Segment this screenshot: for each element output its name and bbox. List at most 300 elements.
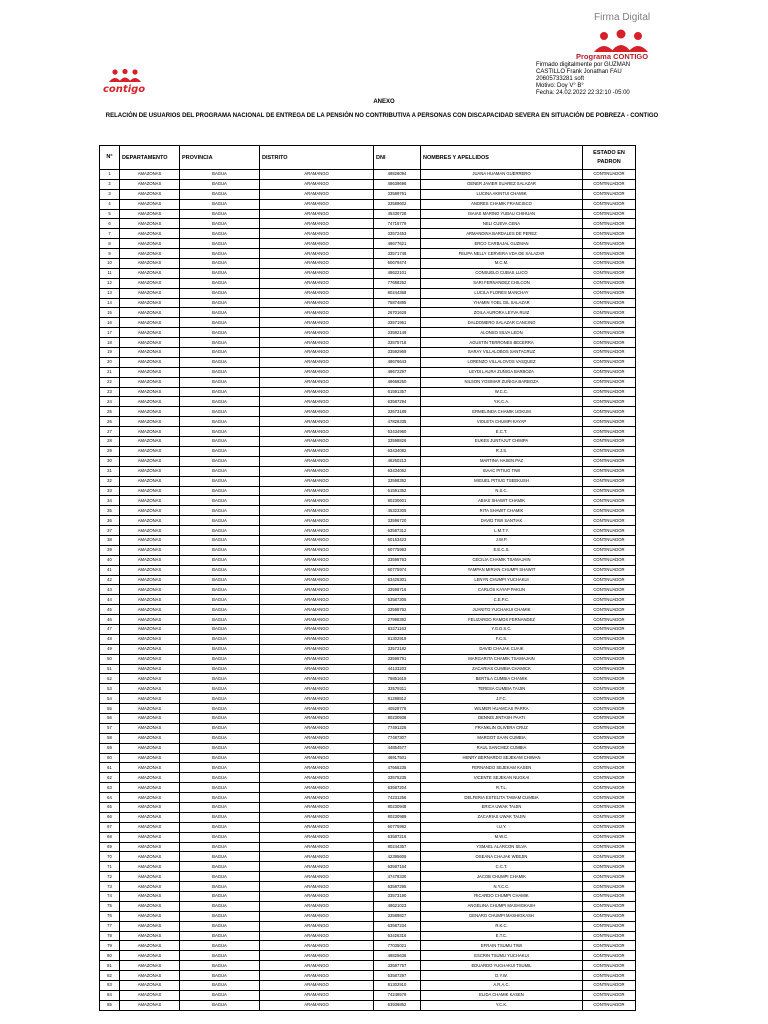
- cell-district: ARAMANGO: [260, 288, 374, 298]
- cell-department: AMAZONAS: [120, 526, 180, 536]
- cell-department: AMAZONAS: [120, 812, 180, 822]
- cell-number: 51: [100, 664, 120, 674]
- cell-district: ARAMANGO: [260, 466, 374, 476]
- table-row: [100, 684, 636, 694]
- cell-district: ARAMANGO: [260, 328, 374, 338]
- cell-district: ARAMANGO: [260, 941, 374, 951]
- cell-district: ARAMANGO: [260, 189, 374, 199]
- cell-dni: 48826094: [374, 170, 421, 180]
- cell-district: ARAMANGO: [260, 773, 374, 783]
- cell-status: CONTINUADOR: [583, 773, 636, 783]
- cell-district: ARAMANGO: [260, 575, 374, 585]
- cell-name: ANGELINA CHUMPI MASHIGKASH: [421, 901, 583, 911]
- cell-province: BAGUA: [180, 179, 260, 189]
- cell-name: CONSUELO CUBAS LLICO: [421, 268, 583, 278]
- cell-department: AMAZONAS: [120, 377, 180, 387]
- cell-province: BAGUA: [180, 981, 260, 991]
- table-row: [100, 615, 636, 625]
- cell-district: ARAMANGO: [260, 852, 374, 862]
- cell-dni: 80230601: [374, 496, 421, 506]
- cell-number: 3: [100, 189, 120, 199]
- cell-name: MARTINA HASEN PAZ: [421, 456, 583, 466]
- cell-status: CONTINUADOR: [583, 506, 636, 516]
- table-row: [100, 427, 636, 437]
- cell-dni: 74248579: [374, 990, 421, 1000]
- cell-province: BAGUA: [180, 694, 260, 704]
- cell-province: BAGUA: [180, 199, 260, 209]
- cell-province: BAGUA: [180, 921, 260, 931]
- cell-province: BAGUA: [180, 990, 260, 1000]
- cell-name: F.C.S.: [421, 634, 583, 644]
- cell-district: ARAMANGO: [260, 239, 374, 249]
- cell-name: AGUSTIN TERRONES BECERRA: [421, 338, 583, 348]
- cell-status: CONTINUADOR: [583, 822, 636, 832]
- cell-status: CONTINUADOR: [583, 763, 636, 773]
- cell-status: CONTINUADOR: [583, 298, 636, 308]
- table-row: [100, 456, 636, 466]
- cell-dni: 33573189: [374, 407, 421, 417]
- cell-number: 21: [100, 367, 120, 377]
- cell-name: MARGOT SAAN CUMBIA: [421, 733, 583, 743]
- table-row: [100, 565, 636, 575]
- cell-status: CONTINUADOR: [583, 961, 636, 971]
- cell-name: DALDOMERO SALAZAR CANCINO: [421, 318, 583, 328]
- cell-province: BAGUA: [180, 901, 260, 911]
- cell-name: E.T.C.: [421, 931, 583, 941]
- cell-dni: 63587294: [374, 397, 421, 407]
- cell-dni: 33598352: [374, 476, 421, 486]
- cell-name: EDUARDO YUCHAKUI TSUMIL: [421, 961, 583, 971]
- cell-status: CONTINUADOR: [583, 249, 636, 259]
- table-row: [100, 496, 636, 506]
- cell-department: AMAZONAS: [120, 427, 180, 437]
- table-row: [100, 170, 636, 180]
- cell-department: AMAZONAS: [120, 486, 180, 496]
- cell-status: CONTINUADOR: [583, 229, 636, 239]
- cell-number: 12: [100, 278, 120, 288]
- cell-number: 79: [100, 941, 120, 951]
- table-row: [100, 308, 636, 318]
- cell-status: CONTINUADOR: [583, 189, 636, 199]
- cell-department: AMAZONAS: [120, 763, 180, 773]
- cell-name: RAUL SANCHEZ CUMBIA: [421, 743, 583, 753]
- cell-status: CONTINUADOR: [583, 427, 636, 437]
- cell-province: BAGUA: [180, 288, 260, 298]
- cell-name: LENYN CHUMPI YUCHAKUI: [421, 575, 583, 585]
- cell-district: ARAMANGO: [260, 555, 374, 565]
- cell-district: ARAMANGO: [260, 397, 374, 407]
- cell-name: RITA SHAWIT CHAMIK: [421, 506, 583, 516]
- cell-number: 33: [100, 486, 120, 496]
- table-row: [100, 585, 636, 595]
- cell-name: CARLOS KAYAP PAKUN: [421, 585, 583, 595]
- cell-status: CONTINUADOR: [583, 338, 636, 348]
- cell-department: AMAZONAS: [120, 506, 180, 516]
- cell-dni: 44854577: [374, 743, 421, 753]
- table-row: [100, 268, 636, 278]
- table-body: [100, 170, 636, 1011]
- cell-district: ARAMANGO: [260, 357, 374, 367]
- cell-province: BAGUA: [180, 704, 260, 714]
- cell-dni: 33592969: [374, 348, 421, 358]
- table-row: [100, 526, 636, 536]
- cell-province: BAGUA: [180, 585, 260, 595]
- table-row: [100, 437, 636, 447]
- cell-department: AMAZONAS: [120, 634, 180, 644]
- cell-department: AMAZONAS: [120, 931, 180, 941]
- cell-status: CONTINUADOR: [583, 318, 636, 328]
- cell-name: M.W.C.: [421, 832, 583, 842]
- cell-province: BAGUA: [180, 308, 260, 318]
- cell-province: BAGUA: [180, 822, 260, 832]
- cell-name: VICENTE SEJEKAN NUGKAI: [421, 773, 583, 783]
- cell-number: 78: [100, 931, 120, 941]
- cell-status: CONTINUADOR: [583, 832, 636, 842]
- table-row: [100, 654, 636, 664]
- cell-district: ARAMANGO: [260, 308, 374, 318]
- column-header-number: N°: [100, 146, 120, 170]
- cell-province: BAGUA: [180, 486, 260, 496]
- cell-dni: 81288812: [374, 694, 421, 704]
- cell-district: ARAMANGO: [260, 644, 374, 654]
- cell-status: CONTINUADOR: [583, 872, 636, 882]
- table-row: [100, 199, 636, 209]
- table-row: [100, 219, 636, 229]
- cell-name: NILSON YOSIMAR ZUÑIGA BARBOZA: [421, 377, 583, 387]
- cell-name: FELIZARDO RAMOS FERNANDEZ: [421, 615, 583, 625]
- cell-department: AMAZONAS: [120, 783, 180, 793]
- contigo-people-icon: [105, 68, 145, 84]
- cell-status: CONTINUADOR: [583, 526, 636, 536]
- cell-department: AMAZONAS: [120, 456, 180, 466]
- cell-name: ABIAS SHAWIT CHAMIK: [421, 496, 583, 506]
- cell-number: 43: [100, 585, 120, 595]
- cell-number: 8: [100, 239, 120, 249]
- cell-number: 32: [100, 476, 120, 486]
- cell-dni: 63587305: [374, 595, 421, 605]
- cell-district: ARAMANGO: [260, 338, 374, 348]
- table-row: [100, 407, 636, 417]
- cell-province: BAGUA: [180, 842, 260, 852]
- cell-province: BAGUA: [180, 239, 260, 249]
- table-row: [100, 971, 636, 981]
- cell-province: BAGUA: [180, 832, 260, 842]
- cell-name: LUCINA AKINTUI CHAMIK: [421, 189, 583, 199]
- cell-district: ARAMANGO: [260, 427, 374, 437]
- cell-district: ARAMANGO: [260, 684, 374, 694]
- cell-status: CONTINUADOR: [583, 694, 636, 704]
- table-row: [100, 872, 636, 882]
- cell-province: BAGUA: [180, 882, 260, 892]
- cell-district: ARAMANGO: [260, 1000, 374, 1010]
- column-header-district: DISTRITO: [260, 146, 374, 170]
- cell-status: CONTINUADOR: [583, 921, 636, 931]
- cell-dni: 61591352: [374, 486, 421, 496]
- cell-department: AMAZONAS: [120, 605, 180, 615]
- cell-status: CONTINUADOR: [583, 931, 636, 941]
- cell-name: JACOB CHUMPI CHAMIK: [421, 872, 583, 882]
- cell-number: 9: [100, 249, 120, 259]
- cell-status: CONTINUADOR: [583, 704, 636, 714]
- table-row: [100, 981, 636, 991]
- cell-status: CONTINUADOR: [583, 328, 636, 338]
- cell-number: 82: [100, 971, 120, 981]
- cell-status: CONTINUADOR: [583, 239, 636, 249]
- cell-department: AMAZONAS: [120, 278, 180, 288]
- cell-name: C.E.P.C.: [421, 595, 583, 605]
- cell-district: ARAMANGO: [260, 615, 374, 625]
- cell-name: SARI FERNANDEZ CHILCON: [421, 278, 583, 288]
- cell-dni: 63426316: [374, 931, 421, 941]
- cell-dni: 81302910: [374, 981, 421, 991]
- cell-district: ARAMANGO: [260, 911, 374, 921]
- cell-province: BAGUA: [180, 259, 260, 269]
- cell-status: CONTINUADOR: [583, 367, 636, 377]
- cell-number: 26: [100, 417, 120, 427]
- cell-status: CONTINUADOR: [583, 852, 636, 862]
- cell-dni: 76851619: [374, 674, 421, 684]
- table-row: [100, 357, 636, 367]
- cell-dni: 48676643: [374, 357, 421, 367]
- cell-province: BAGUA: [180, 555, 260, 565]
- cell-status: CONTINUADOR: [583, 743, 636, 753]
- cell-department: AMAZONAS: [120, 417, 180, 427]
- table-row: [100, 239, 636, 249]
- cell-number: 80: [100, 951, 120, 961]
- table-row: [100, 723, 636, 733]
- cell-name: C.C.T.: [421, 862, 583, 872]
- cell-district: ARAMANGO: [260, 259, 374, 269]
- cell-district: ARAMANGO: [260, 723, 374, 733]
- cell-status: CONTINUADOR: [583, 288, 636, 298]
- cell-name: YHAMIN YOEL GIL SALAZAR: [421, 298, 583, 308]
- cell-district: ARAMANGO: [260, 812, 374, 822]
- cell-department: AMAZONAS: [120, 921, 180, 931]
- cell-department: AMAZONAS: [120, 654, 180, 664]
- cell-status: CONTINUADOR: [583, 842, 636, 852]
- cell-district: ARAMANGO: [260, 763, 374, 773]
- logo-wordmark: contigo: [103, 84, 146, 95]
- cell-province: BAGUA: [180, 605, 260, 615]
- cell-dni: 48825636: [374, 951, 421, 961]
- table-row: [100, 446, 636, 456]
- cell-department: AMAZONAS: [120, 209, 180, 219]
- cell-status: CONTINUADOR: [583, 803, 636, 813]
- table-row: [100, 545, 636, 555]
- cell-province: BAGUA: [180, 298, 260, 308]
- cell-province: BAGUA: [180, 278, 260, 288]
- table-row: [100, 367, 636, 377]
- cell-department: AMAZONAS: [120, 199, 180, 209]
- cell-dni: 80244357: [374, 842, 421, 852]
- cell-province: BAGUA: [180, 338, 260, 348]
- cell-province: BAGUA: [180, 268, 260, 278]
- cell-province: BAGUA: [180, 397, 260, 407]
- cell-number: 5: [100, 209, 120, 219]
- cell-name: M.C.M.: [421, 259, 583, 269]
- cell-province: BAGUA: [180, 872, 260, 882]
- cell-district: ARAMANGO: [260, 170, 374, 180]
- cell-number: 63: [100, 783, 120, 793]
- cell-district: ARAMANGO: [260, 496, 374, 506]
- cell-department: AMAZONAS: [120, 872, 180, 882]
- cell-province: BAGUA: [180, 595, 260, 605]
- table-row: [100, 595, 636, 605]
- signature-details: [536, 62, 630, 97]
- cell-number: 29: [100, 446, 120, 456]
- cell-dni: 33598826: [374, 437, 421, 447]
- cell-dni: 48668250: [374, 377, 421, 387]
- cell-name: FRANKLIN OLIVERA CRUZ: [421, 723, 583, 733]
- cell-name: YSMAEL ALARCON SILVA: [421, 842, 583, 852]
- cell-number: 7: [100, 229, 120, 239]
- cell-district: ARAMANGO: [260, 793, 374, 803]
- cell-department: AMAZONAS: [120, 1000, 180, 1010]
- cell-district: ARAMANGO: [260, 694, 374, 704]
- table-row: [100, 901, 636, 911]
- cell-department: AMAZONAS: [120, 308, 180, 318]
- table-row: [100, 822, 636, 832]
- cell-department: AMAZONAS: [120, 644, 180, 654]
- cell-name: R.T.L.: [421, 783, 583, 793]
- cell-dni: 81302919: [374, 634, 421, 644]
- cell-number: 59: [100, 743, 120, 753]
- cell-number: 10: [100, 259, 120, 269]
- cell-number: 68: [100, 832, 120, 842]
- cell-dni: 63271163: [374, 624, 421, 634]
- cell-name: R.J.S.: [421, 446, 583, 456]
- cell-province: BAGUA: [180, 862, 260, 872]
- cell-number: 36: [100, 516, 120, 526]
- cell-status: CONTINUADOR: [583, 901, 636, 911]
- cell-dni: 60679474: [374, 259, 421, 269]
- cell-status: CONTINUADOR: [583, 624, 636, 634]
- cell-province: BAGUA: [180, 545, 260, 555]
- cell-dni: 33592149: [374, 328, 421, 338]
- cell-name: R.K.C.: [421, 921, 583, 931]
- cell-province: BAGUA: [180, 763, 260, 773]
- cell-dni: 77688252: [374, 278, 421, 288]
- cell-dni: 60775983: [374, 545, 421, 555]
- table-row: [100, 249, 636, 259]
- cell-status: CONTINUADOR: [583, 209, 636, 219]
- cell-dni: 33598716: [374, 585, 421, 595]
- cell-dni: 77487307: [374, 733, 421, 743]
- cell-number: 22: [100, 377, 120, 387]
- cell-district: ARAMANGO: [260, 229, 374, 239]
- cell-name: Y.G.D.S.C.: [421, 624, 583, 634]
- cell-name: LUCILA FLORES MANCHAY: [421, 288, 583, 298]
- cell-status: CONTINUADOR: [583, 278, 636, 288]
- table-row: [100, 773, 636, 783]
- cell-district: ARAMANGO: [260, 842, 374, 852]
- table-row: [100, 555, 636, 565]
- cell-name: CECILIA CHAMIK TSAMAJAIN: [421, 555, 583, 565]
- cell-district: ARAMANGO: [260, 249, 374, 259]
- cell-dni: 63587234: [374, 921, 421, 931]
- cell-province: BAGUA: [180, 229, 260, 239]
- table-row: [100, 298, 636, 308]
- cell-status: CONTINUADOR: [583, 634, 636, 644]
- cell-district: ARAMANGO: [260, 753, 374, 763]
- cell-name: ERMELINDA CHAMIK UGKUM: [421, 407, 583, 417]
- cell-province: BAGUA: [180, 773, 260, 783]
- cell-province: BAGUA: [180, 437, 260, 447]
- cell-status: CONTINUADOR: [583, 1000, 636, 1010]
- cell-province: BAGUA: [180, 931, 260, 941]
- cell-dni: 48621023: [374, 901, 421, 911]
- cell-status: CONTINUADOR: [583, 496, 636, 506]
- table-row: [100, 733, 636, 743]
- cell-number: 25: [100, 407, 120, 417]
- cell-name: EUKES JUNTAJUT CHIMPA: [421, 437, 583, 447]
- cell-number: 13: [100, 288, 120, 298]
- cell-name: L.M.T.Y.: [421, 526, 583, 536]
- cell-district: ARAMANGO: [260, 654, 374, 664]
- cell-province: BAGUA: [180, 793, 260, 803]
- cell-status: CONTINUADOR: [583, 555, 636, 565]
- table-row: [100, 694, 636, 704]
- table-row: [100, 387, 636, 397]
- cell-dni: 77035021: [374, 941, 421, 951]
- cell-number: 48: [100, 634, 120, 644]
- cell-department: AMAZONAS: [120, 328, 180, 338]
- cell-department: AMAZONAS: [120, 249, 180, 259]
- cell-name: ZOILA AURORA LEYVA RUIZ: [421, 308, 583, 318]
- table-row: [100, 634, 636, 644]
- cell-district: ARAMANGO: [260, 704, 374, 714]
- cell-name: ELIDA CHAMIK KASEN: [421, 990, 583, 1000]
- cell-province: BAGUA: [180, 357, 260, 367]
- cell-status: CONTINUADOR: [583, 753, 636, 763]
- cell-number: 77: [100, 921, 120, 931]
- annex-heading: ANEXO: [373, 99, 395, 105]
- cell-province: BAGUA: [180, 753, 260, 763]
- signature-line: 20605733281 soft: [536, 76, 585, 82]
- cell-name: OSEANA CHAJAK WEEJIN: [421, 852, 583, 862]
- cell-status: CONTINUADOR: [583, 170, 636, 180]
- cell-dni: 33571961: [374, 318, 421, 328]
- cell-dni: 33575235: [374, 773, 421, 783]
- cell-department: AMAZONAS: [120, 338, 180, 348]
- cell-department: AMAZONAS: [120, 367, 180, 377]
- cell-district: ARAMANGO: [260, 882, 374, 892]
- cell-status: CONTINUADOR: [583, 674, 636, 684]
- cell-district: ARAMANGO: [260, 446, 374, 456]
- cell-status: CONTINUADOR: [583, 357, 636, 367]
- table-header-row: [100, 146, 636, 170]
- cell-dni: 74231256: [374, 793, 421, 803]
- cell-name: J.F.C.: [421, 694, 583, 704]
- cell-department: AMAZONAS: [120, 466, 180, 476]
- cell-number: 72: [100, 872, 120, 882]
- cell-status: CONTINUADOR: [583, 387, 636, 397]
- cell-district: ARAMANGO: [260, 743, 374, 753]
- cell-department: AMAZONAS: [120, 437, 180, 447]
- cell-province: BAGUA: [180, 446, 260, 456]
- cell-dni: 80230936: [374, 713, 421, 723]
- column-header-province: PROVINCIA: [180, 146, 260, 170]
- cell-status: CONTINUADOR: [583, 259, 636, 269]
- cell-status: CONTINUADOR: [583, 664, 636, 674]
- cell-number: 17: [100, 328, 120, 338]
- cell-number: 75: [100, 901, 120, 911]
- cell-district: ARAMANGO: [260, 713, 374, 723]
- cell-name: DENNIS JINTASH PAATI: [421, 713, 583, 723]
- cell-department: AMAZONAS: [120, 822, 180, 832]
- cell-number: 28: [100, 437, 120, 447]
- cell-district: ARAMANGO: [260, 862, 374, 872]
